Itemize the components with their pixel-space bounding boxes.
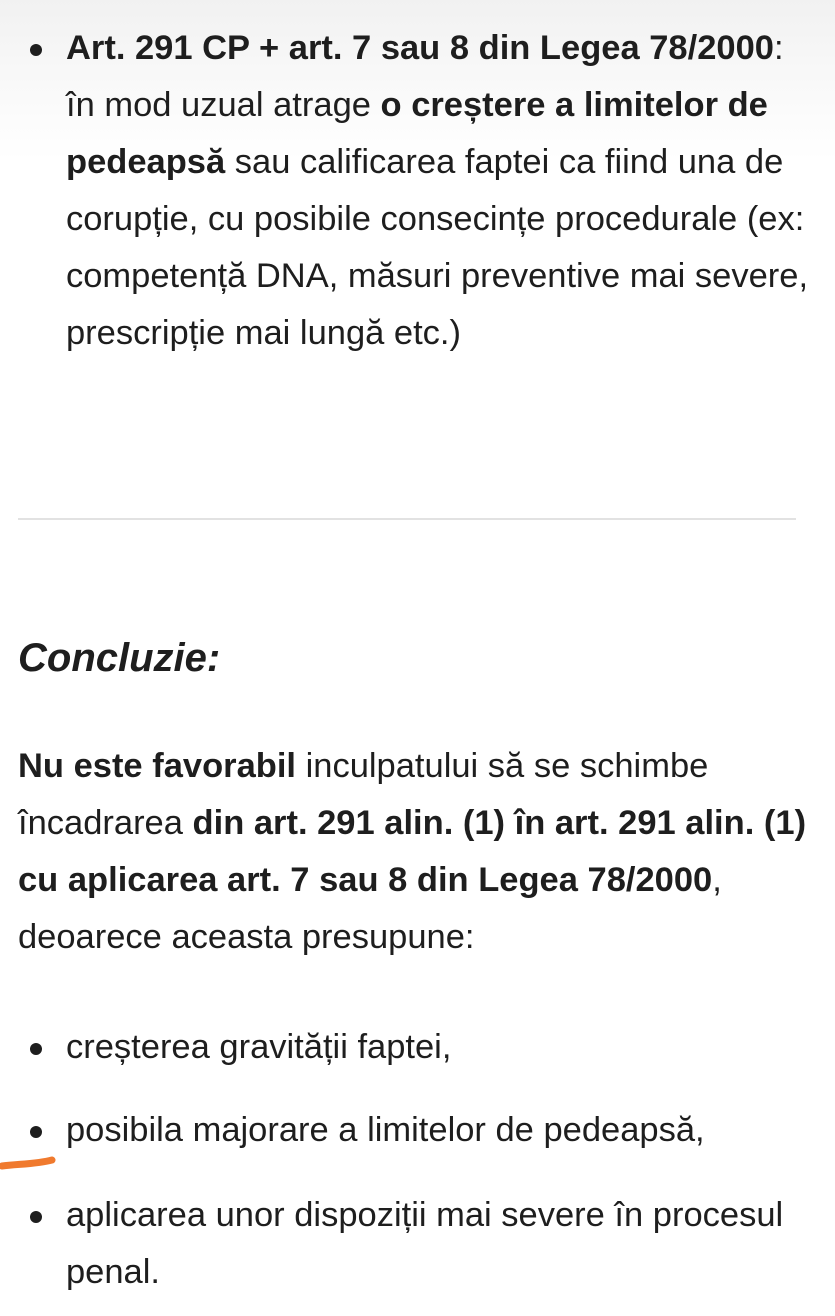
text-segment: : în mod uzual atrage [66, 29, 784, 124]
bullet-item-legal-basis [30, 20, 820, 362]
list-item [30, 1102, 820, 1159]
list-item-text: creșterea gravității faptei, [66, 1028, 452, 1066]
bold-segment: Nu este favorabil [18, 747, 297, 785]
text-segment: sau calificarea faptei ca fiind una de corupție, cu posibile consecințe procedurale (ex: competență DNA, măsuri preventive mai severe, prescripție mai lungă etc.) [66, 143, 809, 352]
horizontal-divider [18, 518, 796, 520]
list-item-text: posibila majorare a limitelor de pedeapsă, [66, 1111, 705, 1149]
bullet-dot [30, 1043, 42, 1055]
bullet-dot [30, 1211, 42, 1223]
bullet-dot [30, 44, 42, 56]
bold-segment: din art. 291 alin. (1) în art. 291 alin. (1) cu aplicarea art. 7 sau 8 din Legea 78/2000 [18, 804, 807, 899]
list-item-text: aplicarea unor dispoziții mai severe în procesul penal. [66, 1196, 784, 1291]
list-item [30, 1019, 820, 1076]
conclusion-paragraph [18, 738, 818, 966]
bold-segment: Art. 291 CP + art. 7 sau 8 din Legea 78/2000 [66, 29, 774, 67]
bullet-text [66, 20, 820, 362]
orange-pen-mark [0, 1140, 70, 1180]
conclusion-heading: Concluzie: [18, 636, 221, 680]
list-item [30, 1187, 820, 1301]
text-segment: , deoarece aceasta presupune: [18, 861, 722, 956]
text-segment: inculpatului să se schimbe încadrarea [18, 747, 709, 842]
bullet-dot [30, 1126, 42, 1138]
bold-segment: o creștere a limitelor de pedeapsă [66, 86, 768, 181]
